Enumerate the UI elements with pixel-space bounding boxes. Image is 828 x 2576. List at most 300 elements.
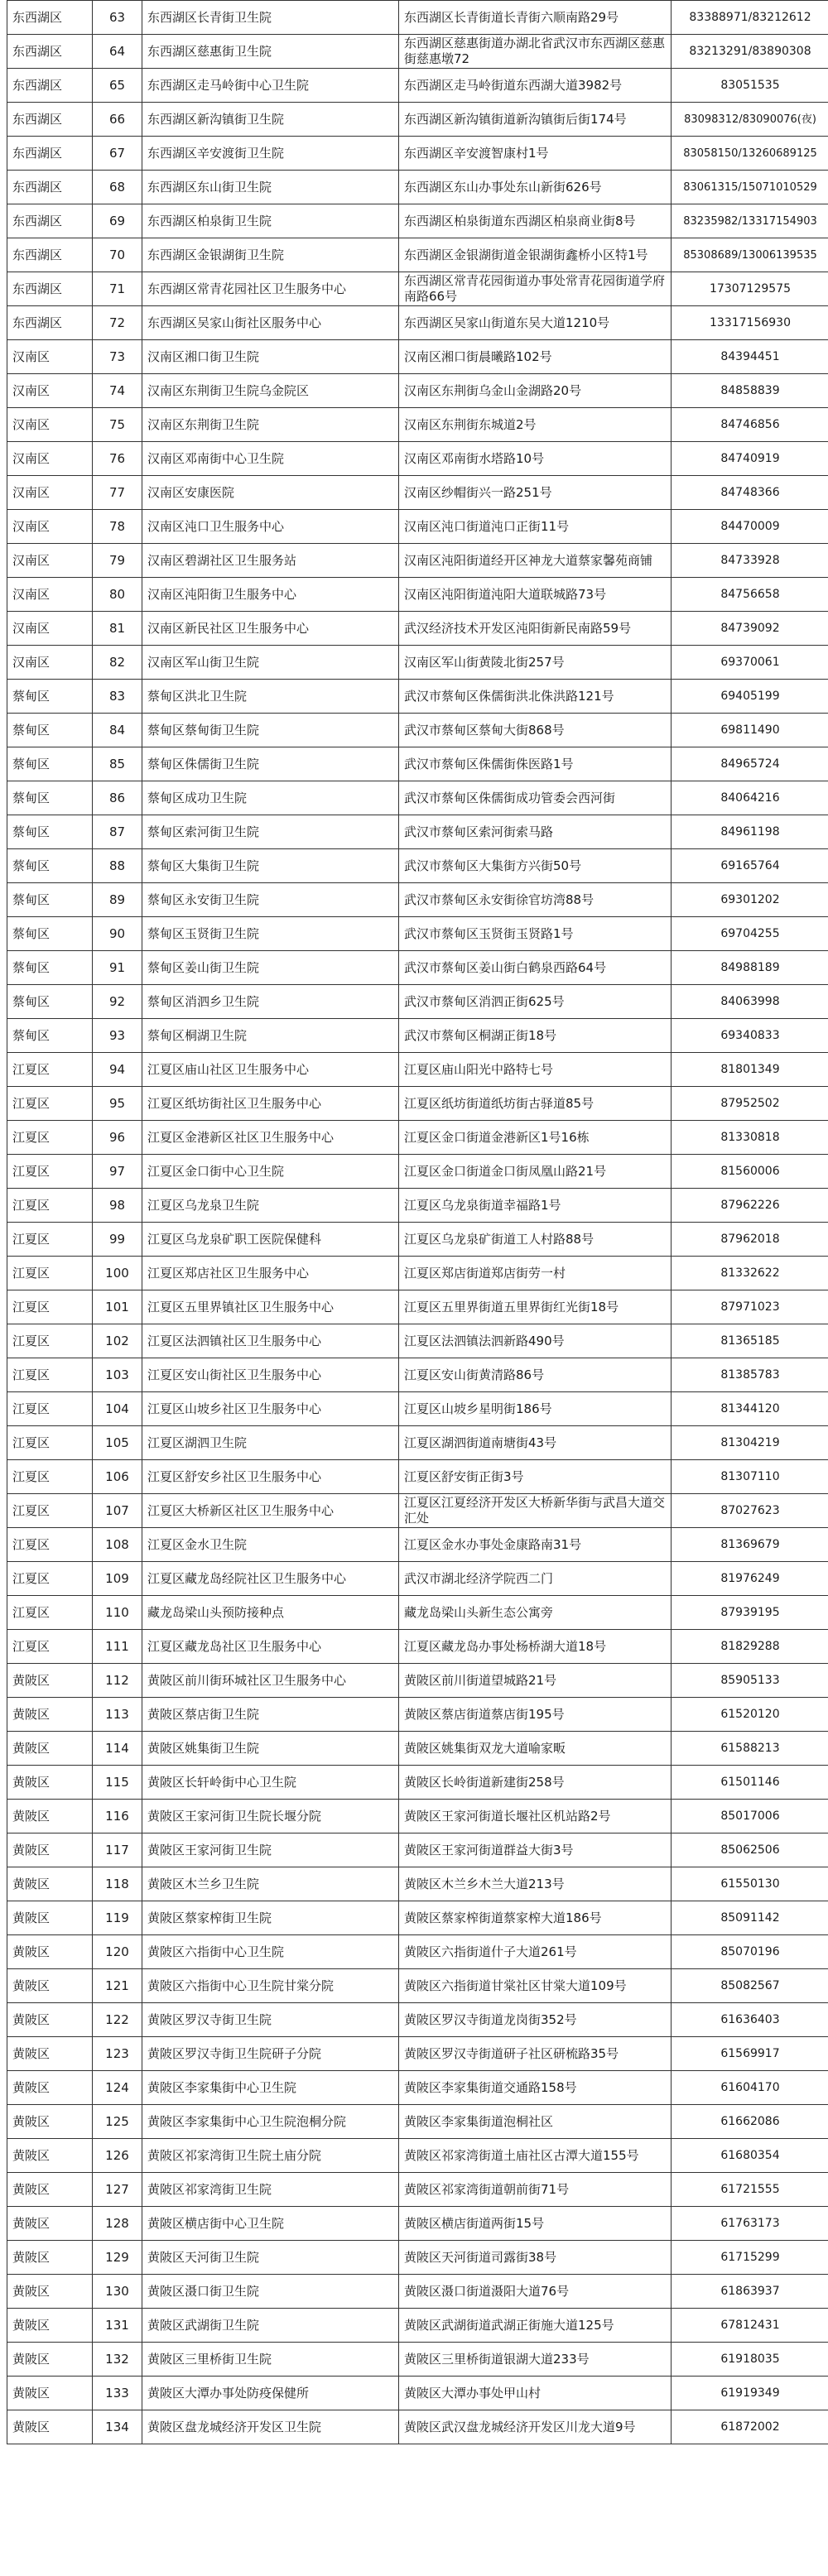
clinic-name-cell: 江夏区藏龙岛经院社区卫生服务中心 [142,1562,399,1596]
phone-cell: 61588213 [672,1732,828,1766]
phone-cell: 87971023 [672,1290,828,1324]
district-cell: 汉南区 [7,612,93,646]
district-cell: 江夏区 [7,1053,93,1087]
phone-cell: 81385783 [672,1358,828,1392]
clinic-name-cell: 东西湖区辛安渡街卫生院 [142,137,399,171]
phone-cell: 87939195 [672,1596,828,1630]
table-row [7,883,828,917]
phone-cell: 61636403 [672,2003,828,2037]
district-cell: 黄陂区 [7,2173,93,2207]
table-row [7,69,828,103]
address-cell: 东西湖区金银湖街道金银湖街鑫桥小区特1号 [399,238,672,272]
phone-cell: 61863937 [672,2275,828,2309]
district-cell: 黄陂区 [7,1867,93,1901]
district-cell: 蔡甸区 [7,883,93,917]
phone-cell: 85062506 [672,1833,828,1867]
phone-cell: 84733928 [672,544,828,578]
clinic-name-cell: 江夏区舒安乡社区卫生服务中心 [142,1460,399,1494]
table-row [7,917,828,951]
table-row [7,408,828,442]
table-row [7,2003,828,2037]
phone-cell: 84063998 [672,985,828,1019]
district-cell: 江夏区 [7,1562,93,1596]
phone-cell: 83213291/83890308 [672,35,828,69]
table-row [7,1494,828,1528]
table-row [7,1324,828,1358]
number-cell: 72 [93,306,142,340]
district-cell: 蔡甸区 [7,680,93,714]
table-row [7,1358,828,1392]
clinic-name-cell: 蔡甸区侏儒街卫生院 [142,747,399,781]
clinic-name-cell: 东西湖区东山街卫生院 [142,171,399,204]
address-cell: 黄陂区长岭街道新建街258号 [399,1766,672,1800]
table-row [7,171,828,204]
number-cell: 65 [93,69,142,103]
address-cell: 武汉市蔡甸区姜山街白鹤泉西路64号 [399,951,672,985]
phone-cell: 83388971/83212612 [672,1,828,35]
number-cell: 93 [93,1019,142,1053]
clinic-name-cell: 黄陂区三里桥街卫生院 [142,2343,399,2377]
clinic-name-cell: 黄陂区祁家湾街卫生院土庙分院 [142,2139,399,2173]
number-cell: 113 [93,1698,142,1732]
clinic-name-cell: 汉南区新民社区卫生服务中心 [142,612,399,646]
number-cell: 129 [93,2241,142,2275]
address-cell: 武汉市蔡甸区永安街徐官坊湾88号 [399,883,672,917]
number-cell: 83 [93,680,142,714]
phone-cell: 83098312/83090076(夜) [672,103,828,137]
clinic-table-body [7,1,828,2444]
district-cell: 东西湖区 [7,272,93,306]
phone-cell: 84961198 [672,815,828,849]
table-row [7,1189,828,1223]
clinic-name-cell: 蔡甸区永安街卫生院 [142,883,399,917]
clinic-name-cell: 蔡甸区蔡甸街卫生院 [142,714,399,747]
table-row [7,1528,828,1562]
table-row [7,306,828,340]
table-row [7,2377,828,2410]
table-row [7,204,828,238]
phone-cell: 83061315/15071010529 [672,171,828,204]
district-cell: 东西湖区 [7,204,93,238]
clinic-name-cell: 东西湖区金银湖街卫生院 [142,238,399,272]
district-cell: 汉南区 [7,578,93,612]
address-cell: 黄陂区李家集街道交通路158号 [399,2071,672,2105]
clinic-name-cell: 东西湖区柏泉街卫生院 [142,204,399,238]
district-cell: 汉南区 [7,476,93,510]
clinic-name-cell: 汉南区沌口卫生服务中心 [142,510,399,544]
address-cell: 黄陂区祁家湾街道土庙社区古潭大道155号 [399,2139,672,2173]
address-cell: 江夏区乌龙泉矿街道工人村路88号 [399,1223,672,1257]
district-cell: 江夏区 [7,1257,93,1290]
phone-cell: 85091142 [672,1901,828,1935]
number-cell: 69 [93,204,142,238]
district-cell: 东西湖区 [7,238,93,272]
table-row [7,781,828,815]
clinic-name-cell: 蔡甸区索河街卫生院 [142,815,399,849]
district-cell: 黄陂区 [7,2207,93,2241]
number-cell: 103 [93,1358,142,1392]
address-cell: 武汉市蔡甸区玉贤街玉贤路1号 [399,917,672,951]
address-cell: 汉南区军山街黄陵北街257号 [399,646,672,680]
district-cell: 蔡甸区 [7,781,93,815]
address-cell: 江夏区江夏经济开发区大桥新华街与武昌大道交汇处 [399,1494,672,1528]
clinic-name-cell: 黄陂区横店街中心卫生院 [142,2207,399,2241]
address-cell: 汉南区东荆街乌金山金湖路20号 [399,374,672,408]
district-cell: 蔡甸区 [7,747,93,781]
phone-cell: 84740919 [672,442,828,476]
clinic-name-cell: 江夏区金港新区社区卫生服务中心 [142,1121,399,1155]
phone-cell: 61501146 [672,1766,828,1800]
clinic-name-cell: 东西湖区走马岭街中心卫生院 [142,69,399,103]
table-row [7,137,828,171]
address-cell: 黄陂区王家河街道群益大街3号 [399,1833,672,1867]
address-cell: 汉南区湘口街晨曦路102号 [399,340,672,374]
clinic-name-cell: 江夏区安山街社区卫生服务中心 [142,1358,399,1392]
address-cell: 黄陂区滠口街道滠阳大道76号 [399,2275,672,2309]
district-cell: 东西湖区 [7,35,93,69]
number-cell: 100 [93,1257,142,1290]
phone-cell: 84756658 [672,578,828,612]
address-cell: 江夏区乌龙泉街道幸福路1号 [399,1189,672,1223]
phone-cell: 84064216 [672,781,828,815]
phone-cell: 69811490 [672,714,828,747]
district-cell: 江夏区 [7,1121,93,1155]
table-row [7,2037,828,2071]
clinic-name-cell: 江夏区乌龙泉卫生院 [142,1189,399,1223]
phone-cell: 81330818 [672,1121,828,1155]
district-cell: 汉南区 [7,374,93,408]
number-cell: 67 [93,137,142,171]
address-cell: 黄陂区蔡店街道蔡店街195号 [399,1698,672,1732]
district-cell: 江夏区 [7,1426,93,1460]
clinic-name-cell: 黄陂区罗汉寺街卫生院研子分院 [142,2037,399,2071]
phone-cell: 61604170 [672,2071,828,2105]
number-cell: 111 [93,1630,142,1664]
address-cell: 汉南区沌阳街道经开区神龙大道蔡家馨苑商铺 [399,544,672,578]
phone-cell: 69704255 [672,917,828,951]
clinic-name-cell: 蔡甸区消泗乡卫生院 [142,985,399,1019]
clinic-name-cell: 黄陂区前川街环城社区卫生服务中心 [142,1664,399,1698]
address-cell: 东西湖区长青街道长青街六顺南路29号 [399,1,672,35]
clinic-name-cell: 黄陂区天河街卫生院 [142,2241,399,2275]
clinic-name-cell: 江夏区山坡乡社区卫生服务中心 [142,1392,399,1426]
address-cell: 黄陂区王家河街道长堰社区机站路2号 [399,1800,672,1833]
number-cell: 82 [93,646,142,680]
number-cell: 77 [93,476,142,510]
number-cell: 112 [93,1664,142,1698]
number-cell: 76 [93,442,142,476]
table-row [7,1257,828,1290]
address-cell: 东西湖区走马岭街道东西湖大道3982号 [399,69,672,103]
district-cell: 黄陂区 [7,2071,93,2105]
address-cell: 江夏区金水办事处金康路南31号 [399,1528,672,1562]
district-cell: 黄陂区 [7,2410,93,2444]
address-cell: 汉南区沌口街道沌口正街11号 [399,510,672,544]
address-cell: 黄陂区武汉盘龙城经济开发区川龙大道9号 [399,2410,672,2444]
address-cell: 江夏区山坡乡星明街186号 [399,1392,672,1426]
number-cell: 108 [93,1528,142,1562]
number-cell: 121 [93,1969,142,2003]
clinic-name-cell: 汉南区安康医院 [142,476,399,510]
address-cell: 江夏区法泗镇法泗新路490号 [399,1324,672,1358]
district-cell: 江夏区 [7,1494,93,1528]
clinic-name-cell: 汉南区沌阳街卫生服务中心 [142,578,399,612]
table-row [7,849,828,883]
district-cell: 黄陂区 [7,1800,93,1833]
clinic-name-cell: 东西湖区慈惠街卫生院 [142,35,399,69]
number-cell: 109 [93,1562,142,1596]
clinic-name-cell: 黄陂区李家集街中心卫生院泡桐分院 [142,2105,399,2139]
district-cell: 江夏区 [7,1596,93,1630]
number-cell: 131 [93,2309,142,2343]
number-cell: 68 [93,171,142,204]
district-cell: 汉南区 [7,510,93,544]
clinic-name-cell: 江夏区金水卫生院 [142,1528,399,1562]
number-cell: 84 [93,714,142,747]
address-cell: 武汉市蔡甸区大集街方兴街50号 [399,849,672,883]
number-cell: 78 [93,510,142,544]
address-cell: 东西湖区新沟镇街道新沟镇街后街174号 [399,103,672,137]
table-row [7,1732,828,1766]
clinic-name-cell: 藏龙岛梁山头预防接种点 [142,1596,399,1630]
address-cell: 黄陂区前川街道望城路21号 [399,1664,672,1698]
number-cell: 114 [93,1732,142,1766]
table-row [7,1901,828,1935]
district-cell: 江夏区 [7,1358,93,1392]
district-cell: 黄陂区 [7,2105,93,2139]
clinic-name-cell: 黄陂区罗汉寺街卫生院 [142,2003,399,2037]
clinic-name-cell: 黄陂区大潭办事处防疫保健所 [142,2377,399,2410]
table-row [7,1766,828,1800]
number-cell: 86 [93,781,142,815]
district-cell: 江夏区 [7,1392,93,1426]
address-cell: 汉南区沌阳街道沌阳大道联城路73号 [399,578,672,612]
phone-cell: 84748366 [672,476,828,510]
address-cell: 江夏区五里界街道五里界街红光街18号 [399,1290,672,1324]
table-row [7,2071,828,2105]
clinic-name-cell: 蔡甸区姜山街卫生院 [142,951,399,985]
address-cell: 黄陂区李家集街道泡桐社区 [399,2105,672,2139]
clinic-name-cell: 东西湖区吴家山街社区服务中心 [142,306,399,340]
phone-cell: 84965724 [672,747,828,781]
phone-cell: 61662086 [672,2105,828,2139]
address-cell: 东西湖区辛安渡智康村1号 [399,137,672,171]
phone-cell: 61721555 [672,2173,828,2207]
district-cell: 江夏区 [7,1087,93,1121]
number-cell: 122 [93,2003,142,2037]
address-cell: 黄陂区三里桥街道银湖大道233号 [399,2343,672,2377]
address-cell: 黄陂区大潭办事处甲山村 [399,2377,672,2410]
table-row [7,340,828,374]
phone-cell: 81307110 [672,1460,828,1494]
address-cell: 黄陂区祁家湾街道朝前街71号 [399,2173,672,2207]
address-cell: 东西湖区慈惠街道办湖北省武汉市东西湖区慈惠街慈惠墩72 [399,35,672,69]
district-cell: 江夏区 [7,1528,93,1562]
table-row [7,1053,828,1087]
address-cell: 武汉市蔡甸区索河街索马路 [399,815,672,849]
phone-cell: 69370061 [672,646,828,680]
table-row [7,442,828,476]
district-cell: 江夏区 [7,1223,93,1257]
address-cell: 黄陂区六指街道甘棠社区甘棠大道109号 [399,1969,672,2003]
phone-cell: 85070196 [672,1935,828,1969]
number-cell: 102 [93,1324,142,1358]
clinic-name-cell: 汉南区东荆街卫生院乌金院区 [142,374,399,408]
number-cell: 98 [93,1189,142,1223]
table-row [7,2105,828,2139]
clinic-name-cell: 东西湖区长青街卫生院 [142,1,399,35]
phone-cell: 67812431 [672,2309,828,2343]
clinic-name-cell: 黄陂区姚集街卫生院 [142,1732,399,1766]
phone-cell: 84394451 [672,340,828,374]
phone-cell: 61715299 [672,2241,828,2275]
address-cell: 武汉市蔡甸区侏儒街成功管委会西河街 [399,781,672,815]
number-cell: 118 [93,1867,142,1901]
phone-cell: 81829288 [672,1630,828,1664]
district-cell: 黄陂区 [7,1766,93,1800]
district-cell: 江夏区 [7,1155,93,1189]
district-cell: 东西湖区 [7,103,93,137]
phone-cell: 81976249 [672,1562,828,1596]
phone-cell: 81344120 [672,1392,828,1426]
clinic-name-cell: 东西湖区新沟镇街卫生院 [142,103,399,137]
district-cell: 汉南区 [7,340,93,374]
district-cell: 汉南区 [7,408,93,442]
number-cell: 79 [93,544,142,578]
number-cell: 125 [93,2105,142,2139]
table-row [7,1290,828,1324]
number-cell: 85 [93,747,142,781]
address-cell: 黄陂区六指街道什子大道261号 [399,1935,672,1969]
clinic-name-cell: 蔡甸区成功卫生院 [142,781,399,815]
table-row [7,2241,828,2275]
number-cell: 128 [93,2207,142,2241]
address-cell: 黄陂区蔡家榨街道蔡家榨大道186号 [399,1901,672,1935]
district-cell: 黄陂区 [7,2241,93,2275]
district-cell: 江夏区 [7,1189,93,1223]
number-cell: 75 [93,408,142,442]
district-cell: 黄陂区 [7,1664,93,1698]
clinic-name-cell: 黄陂区李家集街中心卫生院 [142,2071,399,2105]
table-row [7,1800,828,1833]
table-row [7,714,828,747]
clinic-name-cell: 黄陂区木兰乡卫生院 [142,1867,399,1901]
table-row [7,747,828,781]
district-cell: 江夏区 [7,1290,93,1324]
phone-cell: 61550130 [672,1867,828,1901]
table-row [7,1087,828,1121]
table-row [7,1460,828,1494]
clinic-table [7,0,828,2444]
clinic-name-cell: 江夏区乌龙泉矿职工医院保健科 [142,1223,399,1257]
address-cell: 东西湖区常青花园街道办事处常青花园街道学府南路66号 [399,272,672,306]
phone-cell: 81369679 [672,1528,828,1562]
number-cell: 133 [93,2377,142,2410]
address-cell: 武汉市蔡甸区消泗正街625号 [399,985,672,1019]
phone-cell: 87962226 [672,1189,828,1223]
clinic-name-cell: 江夏区纸坊街社区卫生服务中心 [142,1087,399,1121]
number-cell: 91 [93,951,142,985]
table-row [7,612,828,646]
number-cell: 95 [93,1087,142,1121]
clinic-name-cell: 黄陂区蔡家榨街卫生院 [142,1901,399,1935]
district-cell: 黄陂区 [7,1969,93,2003]
clinic-name-cell: 汉南区邓南街中心卫生院 [142,442,399,476]
address-cell: 武汉市湖北经济学院西二门 [399,1562,672,1596]
table-row [7,1935,828,1969]
table-row [7,1596,828,1630]
phone-cell: 61918035 [672,2343,828,2377]
number-cell: 71 [93,272,142,306]
number-cell: 105 [93,1426,142,1460]
district-cell: 汉南区 [7,646,93,680]
table-row [7,985,828,1019]
table-row [7,2207,828,2241]
district-cell: 黄陂区 [7,1935,93,1969]
clinic-name-cell: 江夏区五里界镇社区卫生服务中心 [142,1290,399,1324]
district-cell: 黄陂区 [7,1732,93,1766]
clinic-name-cell: 黄陂区武湖街卫生院 [142,2309,399,2343]
district-cell: 汉南区 [7,442,93,476]
phone-cell: 17307129575 [672,272,828,306]
number-cell: 87 [93,815,142,849]
number-cell: 117 [93,1833,142,1867]
phone-cell: 13317156930 [672,306,828,340]
district-cell: 蔡甸区 [7,849,93,883]
phone-cell: 69301202 [672,883,828,917]
table-row [7,476,828,510]
address-cell: 江夏区舒安街正街3号 [399,1460,672,1494]
district-cell: 东西湖区 [7,137,93,171]
district-cell: 黄陂区 [7,2275,93,2309]
address-cell: 黄陂区横店街道两街15号 [399,2207,672,2241]
table-row [7,1426,828,1460]
number-cell: 104 [93,1392,142,1426]
phone-cell: 81801349 [672,1053,828,1087]
district-cell: 黄陂区 [7,2037,93,2071]
table-row [7,680,828,714]
number-cell: 116 [93,1800,142,1833]
district-cell: 东西湖区 [7,69,93,103]
phone-cell: 61569917 [672,2037,828,2071]
phone-cell: 69165764 [672,849,828,883]
phone-cell: 85082567 [672,1969,828,2003]
phone-cell: 83235982/13317154903 [672,204,828,238]
number-cell: 123 [93,2037,142,2071]
table-row [7,1630,828,1664]
phone-cell: 87027623 [672,1494,828,1528]
table-row [7,1392,828,1426]
clinic-name-cell: 东西湖区常青花园社区卫生服务中心 [142,272,399,306]
clinic-name-cell: 江夏区大桥新区社区卫生服务中心 [142,1494,399,1528]
number-cell: 90 [93,917,142,951]
district-cell: 蔡甸区 [7,985,93,1019]
table-row [7,2309,828,2343]
phone-cell: 87952502 [672,1087,828,1121]
clinic-name-cell: 黄陂区王家河街卫生院 [142,1833,399,1867]
phone-cell: 85017006 [672,1800,828,1833]
address-cell: 武汉市蔡甸区蔡甸大街868号 [399,714,672,747]
clinic-name-cell: 蔡甸区大集街卫生院 [142,849,399,883]
table-row [7,1019,828,1053]
district-cell: 黄陂区 [7,1833,93,1867]
phone-cell: 84739092 [672,612,828,646]
number-cell: 101 [93,1290,142,1324]
table-row [7,951,828,985]
clinic-name-cell: 江夏区法泗镇社区卫生服务中心 [142,1324,399,1358]
clinic-name-cell: 黄陂区六指街中心卫生院甘棠分院 [142,1969,399,2003]
address-cell: 江夏区藏龙岛办事处杨桥湖大道18号 [399,1630,672,1664]
